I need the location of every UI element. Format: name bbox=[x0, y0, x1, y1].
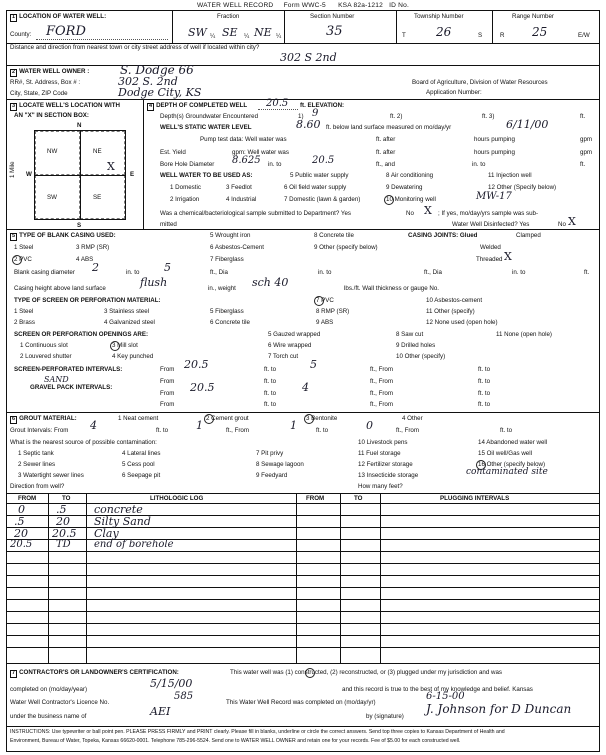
section-number-value[interactable]: 35 bbox=[326, 24, 343, 39]
screen-12[interactable]: 12 None used (open hole) bbox=[426, 319, 498, 326]
casing-1[interactable]: 1 Steel bbox=[14, 244, 34, 251]
chem-no-mark: X bbox=[424, 204, 432, 217]
use-7[interactable]: 7 Domestic (lawn & garden) bbox=[284, 196, 361, 203]
grout-ft-to-3: ft. to bbox=[500, 427, 513, 434]
blank-in-to: in. to bbox=[126, 269, 140, 276]
section-cell-ne[interactable] bbox=[80, 131, 125, 175]
threaded-mark: X bbox=[504, 250, 512, 263]
gw-end: ft. bbox=[580, 161, 586, 168]
in-weight-label: in., weight bbox=[208, 285, 236, 292]
screen-material-title: TYPE OF SCREEN OR PERFORATION MATERIAL: bbox=[14, 297, 161, 304]
blank-dia-label: Blank casing diameter bbox=[14, 269, 75, 276]
section-6-title: 6 GROUT MATERIAL: bbox=[12, 415, 77, 422]
chem-mitted: mitted bbox=[160, 221, 177, 228]
static-date[interactable]: 6/11/00 bbox=[506, 118, 549, 131]
source-15[interactable]: 15 Oil well/Gas well bbox=[478, 450, 532, 457]
sp-from-label: From bbox=[160, 366, 175, 373]
elevation-label: ft. ELEVATION: bbox=[300, 102, 345, 109]
hours-pumping: hours pumping bbox=[474, 136, 515, 143]
gp-from-label: From bbox=[160, 390, 175, 397]
range-ew: E/W bbox=[578, 32, 590, 39]
casing-7[interactable]: 7 Fiberglass bbox=[210, 256, 244, 263]
opening-1[interactable]: 1 Continuous slot bbox=[20, 342, 68, 349]
screen-from-value[interactable]: 20.5 bbox=[184, 358, 209, 371]
grout-3-circle bbox=[304, 414, 314, 424]
bore-to-value[interactable]: 20.5 bbox=[312, 155, 335, 166]
gp-ft-from: ft., From bbox=[370, 390, 394, 397]
opening-10[interactable]: 10 Other (specify) bbox=[396, 353, 446, 360]
log-row-4-to[interactable]: TD bbox=[56, 539, 71, 550]
screen-10[interactable]: 10 Asbestos-cement bbox=[426, 297, 483, 304]
height-label: Casing height above land surface bbox=[14, 285, 106, 292]
use-10-circle bbox=[384, 195, 394, 205]
use-8[interactable]: 8 Air conditioning bbox=[386, 172, 434, 179]
screen-7[interactable]: 7 PVC bbox=[316, 297, 334, 304]
license-label: Water Well Contractor's Licence No. bbox=[10, 699, 110, 706]
form-header bbox=[0, 2, 606, 9]
gw-2-label: ft. 2) bbox=[390, 113, 403, 120]
county-value[interactable]: FORD bbox=[46, 24, 86, 39]
gravel-to-value[interactable]: 4 bbox=[302, 381, 309, 394]
sp-ft-from: ft., From bbox=[370, 366, 394, 373]
blank-in-to-3: in. to bbox=[512, 269, 526, 276]
pump-test-label: Pump test data: Well water was bbox=[200, 136, 287, 143]
gw-3-label: ft. 3) bbox=[482, 113, 495, 120]
use-3[interactable]: 3 Feedlot bbox=[226, 184, 252, 191]
screen-1[interactable]: 1 Steel bbox=[14, 308, 34, 315]
disinfect-no[interactable]: No bbox=[558, 221, 566, 228]
groundwater-1-value[interactable]: 9 bbox=[312, 108, 319, 119]
label-nw: NW bbox=[47, 148, 58, 155]
opening-5[interactable]: 5 Gauzed wrapped bbox=[268, 331, 321, 338]
use-10[interactable]: 10 Monitoring well bbox=[386, 196, 436, 203]
log-row-1-from[interactable]: 0 bbox=[18, 503, 25, 516]
source-5[interactable]: 5 Cess pool bbox=[122, 461, 155, 468]
divider bbox=[284, 11, 285, 43]
business-label: under the business name of bbox=[10, 713, 87, 720]
grout-2-circle bbox=[204, 414, 214, 424]
disinfect-label: Water Well Disinfected? Yes bbox=[452, 221, 530, 228]
rule bbox=[6, 65, 600, 66]
use-11[interactable]: 11 Injection well bbox=[488, 172, 532, 179]
fraction-label: Fraction bbox=[217, 13, 240, 20]
fraction-1[interactable]: SW bbox=[188, 26, 207, 39]
ft-after: ft. after bbox=[376, 149, 396, 156]
depth-value[interactable]: 20.5 bbox=[266, 98, 289, 109]
quarter-mark: ¼ bbox=[210, 33, 216, 40]
screen-7-circle bbox=[314, 296, 324, 306]
location-x-mark: X bbox=[107, 160, 115, 173]
screen-11[interactable]: 11 Other (specify) bbox=[426, 308, 475, 315]
section-4-title: 4 DEPTH OF COMPLETED WELL bbox=[149, 102, 248, 109]
log-header-lithologic: LITHOLOGIC LOG bbox=[150, 495, 204, 502]
bore-in-to: in. to bbox=[268, 161, 282, 168]
completed-label: completed on (mo/day/year) bbox=[10, 686, 88, 693]
opening-3[interactable]: 3 Mill slot bbox=[112, 342, 138, 349]
screen-9[interactable]: 9 ABS bbox=[316, 319, 334, 326]
compass-s: S bbox=[77, 222, 82, 229]
gp-from-label-2: From bbox=[160, 401, 175, 408]
source-1[interactable]: 1 Septic tank bbox=[18, 450, 54, 457]
fraction-3[interactable]: NE bbox=[254, 26, 272, 39]
log-row-3-from[interactable]: 20 bbox=[14, 527, 28, 540]
form-number: Form WWC-5 bbox=[283, 2, 326, 9]
direction-label: Direction from well? bbox=[10, 483, 65, 490]
application-label: Application Number: bbox=[426, 89, 482, 96]
use-other-value[interactable]: MW-17 bbox=[476, 191, 512, 202]
distance-value[interactable]: 302 S 2nd bbox=[280, 51, 337, 64]
casing-2-circle bbox=[12, 255, 22, 265]
blank-ft-dia-2: ft., Dia bbox=[424, 269, 442, 276]
use-9[interactable]: 9 Dewatering bbox=[386, 184, 423, 191]
gravel-intervals-label: GRAVEL PACK INTERVALS: bbox=[30, 384, 113, 391]
screen-2[interactable]: 2 Brass bbox=[14, 319, 35, 326]
divider bbox=[86, 493, 87, 663]
sp-from-label-2: From bbox=[160, 378, 175, 385]
log-header-from: FROM bbox=[18, 495, 37, 502]
quarter-mark: ¼ bbox=[276, 33, 282, 40]
static-label: WELL'S STATIC WATER LEVEL bbox=[160, 124, 252, 131]
gpm-label: gpm bbox=[580, 149, 593, 156]
blank-in-to-2: in. to bbox=[318, 269, 332, 276]
fraction-2[interactable]: SE bbox=[222, 26, 238, 39]
screen-8[interactable]: 8 RMP (SR) bbox=[316, 308, 350, 315]
sp-ft-to-4: ft. to bbox=[264, 378, 277, 385]
log-header-plugging: PLUGGING INTERVALS bbox=[440, 495, 510, 502]
opening-4[interactable]: 4 Key punched bbox=[112, 353, 154, 360]
compass-n: N bbox=[77, 122, 82, 129]
by-signature-label: by (signature) bbox=[366, 713, 404, 720]
log-row-1-desc[interactable]: concrete bbox=[94, 503, 143, 516]
section-cell-nw[interactable] bbox=[35, 131, 80, 175]
cert-line-2: and this record is true to the best of my knowledge and belief. Kansas bbox=[342, 686, 533, 693]
owner-name[interactable]: S. Dodge 66 bbox=[120, 63, 194, 77]
use-4[interactable]: 4 Industrial bbox=[226, 196, 257, 203]
township-t: T bbox=[402, 32, 406, 39]
section-center-line bbox=[35, 175, 125, 176]
clamped-label[interactable]: Clamped bbox=[516, 232, 541, 239]
log-header-plug-from: FROM bbox=[306, 495, 325, 502]
section-2-title: 2 WATER WELL OWNER : bbox=[12, 68, 90, 75]
source-16[interactable]: 16 Other (specify below) bbox=[478, 461, 546, 468]
grout-from-value[interactable]: 4 bbox=[90, 419, 97, 432]
range-value[interactable]: 25 bbox=[532, 25, 548, 39]
table-rule bbox=[6, 635, 600, 636]
source-8[interactable]: 8 Sewage lagoon bbox=[256, 461, 304, 468]
rule bbox=[6, 412, 600, 413]
rule bbox=[6, 726, 600, 727]
distance-label: Distance and direction from nearest town or city street address of well if located within city? bbox=[10, 44, 260, 51]
gp-ft-to: ft. to bbox=[264, 390, 277, 397]
sp-ft-to-3: ft. to bbox=[478, 378, 491, 385]
grout-to-2-value[interactable]: 0 bbox=[366, 419, 373, 432]
screen-6[interactable]: 6 Concrete tile bbox=[210, 319, 250, 326]
gravel-hw: SAND bbox=[44, 375, 69, 384]
casing-8[interactable]: 8 Concrete tile bbox=[314, 232, 354, 239]
section-5-title: 5 TYPE OF BLANK CASING USED: bbox=[12, 232, 116, 239]
static-tail: ft. below land surface measured on mo/day/yr bbox=[326, 124, 452, 131]
log-row-2-from[interactable]: .5 bbox=[14, 515, 25, 528]
mile-label: 1 Mile bbox=[9, 161, 16, 178]
section-7-title: 7 CONTRACTOR'S OR LANDOWNER'S CERTIFICATION: bbox=[12, 669, 179, 676]
gpm-well-label: gpm: Well water was bbox=[232, 149, 289, 156]
owner-address[interactable]: 302 S. 2nd bbox=[118, 75, 178, 88]
grout-3[interactable]: 3 Bentonite bbox=[306, 415, 338, 422]
record-label: This Water Well Record was completed on (mo/day/yr) bbox=[226, 699, 376, 706]
source-10[interactable]: 10 Livestock pens bbox=[358, 439, 408, 446]
opening-2[interactable]: 2 Louvered shutter bbox=[20, 353, 72, 360]
label-sw: SW bbox=[47, 194, 57, 201]
divider bbox=[296, 493, 297, 663]
grout-ft-to-2: ft. to bbox=[316, 427, 329, 434]
openings-title: SCREEN OR PERFORATION OPENINGS ARE: bbox=[14, 331, 149, 338]
compass-w: W bbox=[26, 171, 32, 178]
rule bbox=[6, 663, 600, 664]
license-value[interactable]: 585 bbox=[174, 691, 194, 702]
gp-ft-from-2: ft., From bbox=[370, 401, 394, 408]
weight-value[interactable]: sch 40 bbox=[252, 276, 289, 289]
county-line bbox=[36, 39, 168, 40]
hours-pumping: hours pumping bbox=[474, 149, 515, 156]
board-label: Board of Agriculture, Division of Water Resources bbox=[412, 79, 548, 86]
grout-2[interactable]: 2 Cement grout bbox=[206, 415, 249, 422]
casing-joints-label: CASING JOINTS: Glued bbox=[408, 232, 478, 239]
table-rule bbox=[6, 575, 600, 576]
source-13[interactable]: 13 Insecticide storage bbox=[358, 472, 419, 479]
grout-4[interactable]: 4 Other bbox=[402, 415, 423, 422]
divider bbox=[396, 11, 397, 43]
instructions-line-2: Environment, Bureau of Water, Topeka, Kansas 66620-0001. Telephone 785-296-5524. Send one to WATER WELL OWNER and retain one for your records. Fee of $5.00 for each constructed well. bbox=[10, 738, 461, 744]
bore-in-to-2: in. to bbox=[472, 161, 486, 168]
grout-intervals-label: Grout Intervals: From bbox=[10, 427, 69, 434]
casing-3[interactable]: 3 RMP (SR) bbox=[76, 244, 110, 251]
source-3[interactable]: 3 Watertight sewer lines bbox=[18, 472, 84, 479]
divider bbox=[492, 11, 493, 43]
ft-after: ft. after bbox=[376, 136, 396, 143]
chem-tail: ; If yes, mo/day/yrs sample was sub- bbox=[438, 210, 539, 217]
table-rule bbox=[6, 611, 600, 612]
sp-ft-to: ft. to bbox=[264, 366, 277, 373]
gp-ft-to-2: ft. to bbox=[478, 390, 491, 397]
log-row-4-from[interactable]: 20.5 bbox=[10, 539, 33, 550]
opening-9[interactable]: 9 Drilled holes bbox=[396, 342, 436, 349]
depth-line bbox=[258, 109, 298, 110]
opening-8[interactable]: 8 Saw cut bbox=[396, 331, 424, 338]
source-7[interactable]: 7 Pit privy bbox=[256, 450, 284, 457]
section-1-title: 1 LOCATION OF WATER WELL: bbox=[12, 13, 107, 20]
range-number-label: Range Number bbox=[512, 13, 554, 20]
gw-1-label: 1) bbox=[298, 113, 304, 120]
township-s: S bbox=[478, 32, 483, 39]
source-9[interactable]: 9 Feedyard bbox=[256, 472, 288, 479]
source-6[interactable]: 6 Seepage pit bbox=[122, 472, 161, 479]
county-label: County: bbox=[10, 31, 32, 38]
business-value[interactable]: AEI bbox=[150, 705, 171, 718]
section-3-title: 3 LOCATE WELL'S LOCATION WITH bbox=[12, 102, 120, 109]
owner-city[interactable]: Dodge City, KS bbox=[118, 86, 202, 99]
id-label: ID No. bbox=[389, 2, 410, 9]
yield-label: Est. Yield bbox=[160, 149, 186, 156]
completed-value[interactable]: 5/15/00 bbox=[150, 677, 193, 690]
source-12[interactable]: 12 Fertilizer storage bbox=[358, 461, 413, 468]
source-2[interactable]: 2 Sewer lines bbox=[18, 461, 56, 468]
log-row-3-to[interactable]: 20.5 bbox=[52, 527, 77, 540]
log-header-to: TO bbox=[62, 495, 71, 502]
bore-label: Bore Hole Diameter bbox=[160, 161, 215, 168]
grout-1[interactable]: 1 Neat cement bbox=[118, 415, 159, 422]
label-ne: NE bbox=[93, 148, 102, 155]
gravel-from-value[interactable]: 20.5 bbox=[190, 381, 215, 394]
use-6[interactable]: 6 Oil field water supply bbox=[284, 184, 347, 191]
divider bbox=[143, 99, 144, 229]
log-header-plug-to: TO bbox=[354, 495, 363, 502]
constructed-circle bbox=[305, 668, 315, 678]
grout-ft-from-2: ft., From bbox=[396, 427, 420, 434]
grout-ft-from: ft., From bbox=[226, 427, 250, 434]
divider bbox=[380, 493, 381, 663]
x-label: AN "X" IN SECTION BOX: bbox=[14, 112, 89, 119]
log-row-2-to[interactable]: 20 bbox=[56, 515, 70, 528]
use-12[interactable]: 12 Other (Specify below) bbox=[488, 184, 557, 191]
height-value[interactable]: flush bbox=[140, 276, 168, 289]
use-1[interactable]: 1 Domestic bbox=[170, 184, 201, 191]
use-5[interactable]: 5 Public water supply bbox=[290, 172, 349, 179]
rule bbox=[6, 493, 600, 494]
township-number-label: Township Number bbox=[414, 13, 464, 20]
source-other-value[interactable]: contaminated site bbox=[466, 467, 548, 477]
use-label: WELL WATER TO BE USED AS: bbox=[160, 172, 253, 179]
opening-11[interactable]: 11 None (open hole) bbox=[496, 331, 552, 338]
township-value[interactable]: 26 bbox=[436, 25, 452, 39]
record-date-value[interactable]: 6-15-00 bbox=[426, 691, 465, 702]
gp-ft-to-3: ft. to bbox=[264, 401, 277, 408]
source-4[interactable]: 4 Lateral lines bbox=[122, 450, 161, 457]
blank-to-value[interactable]: 5 bbox=[164, 261, 171, 274]
grout-to-value[interactable]: 1 bbox=[196, 419, 203, 432]
static-value[interactable]: 8.60 bbox=[296, 118, 321, 131]
instructions-line-1: INSTRUCTIONS: Use typewriter or ball point pen. PLEASE PRESS FIRMLY and PRINT clearly. Please fill in blanks, underline or circle the correct answers. Send top three copies to Kansas Department of Health and bbox=[10, 729, 505, 735]
casing-4[interactable]: 4 ABS bbox=[76, 256, 94, 263]
opening-7[interactable]: 7 Torch cut bbox=[268, 353, 299, 360]
screen-4[interactable]: 4 Galvanized steel bbox=[104, 319, 155, 326]
table-rule bbox=[6, 587, 600, 588]
screen-5[interactable]: 5 Fiberglass bbox=[210, 308, 244, 315]
casing-9[interactable]: 9 Other (specify below) bbox=[314, 244, 378, 251]
gw-end: ft. bbox=[580, 113, 586, 120]
casing-5[interactable]: 5 Wrought iron bbox=[210, 232, 251, 239]
opening-3-circle bbox=[110, 341, 120, 351]
how-many-label: How many feet? bbox=[358, 483, 403, 490]
welded-label[interactable]: Welded bbox=[480, 244, 501, 251]
use-2[interactable]: 2 Irrigation bbox=[170, 196, 200, 203]
log-row-4-desc[interactable]: end of borehole bbox=[94, 539, 174, 550]
address-label: RR#, St. Address, Box # : bbox=[10, 79, 81, 86]
chem-label: Was a chemical/bacteriological sample submitted to Department? Yes bbox=[160, 210, 351, 217]
groundwater-label: Depth(s) Groundwater Encountered bbox=[160, 113, 259, 120]
bore-value[interactable]: 8.625 bbox=[232, 155, 261, 166]
gp-ft-to-4: ft. to bbox=[478, 401, 491, 408]
divider bbox=[48, 493, 49, 663]
opening-6[interactable]: 6 Wire wrapped bbox=[268, 342, 312, 349]
casing-6[interactable]: 6 Asbestos-Cement bbox=[210, 244, 264, 251]
ft-and: ft., and bbox=[376, 161, 395, 168]
chem-no[interactable]: No bbox=[406, 210, 414, 217]
table-rule bbox=[6, 563, 600, 564]
sp-ft-from-2: ft., From bbox=[370, 378, 394, 385]
blank-ft: ft. bbox=[584, 269, 590, 276]
table-rule bbox=[6, 551, 600, 552]
casing-2[interactable]: 2 PVC bbox=[14, 256, 32, 263]
rule bbox=[6, 99, 600, 100]
section-cell-se[interactable] bbox=[80, 175, 125, 219]
lbs-label: lbs./ft. Wall thickness or gauge No. bbox=[344, 285, 440, 292]
source-14[interactable]: 14 Abandoned water well bbox=[478, 439, 548, 446]
quarter-mark: ¼ bbox=[244, 33, 250, 40]
grout-from-2-value[interactable]: 1 bbox=[290, 419, 297, 432]
screen-intervals-label: SCREEN-PERFORATED INTERVALS: bbox=[14, 366, 123, 373]
divider bbox=[340, 493, 341, 663]
sp-ft-to-2: ft. to bbox=[478, 366, 491, 373]
source-label: What is the nearest source of possible contamination: bbox=[10, 439, 157, 446]
gpm-label: gpm bbox=[580, 136, 593, 143]
log-row-1-to[interactable]: .5 bbox=[56, 503, 67, 516]
blank-ft-dia: ft., Dia bbox=[210, 269, 228, 276]
disinfect-no-mark: X bbox=[568, 215, 576, 228]
table-rule bbox=[6, 599, 600, 600]
form-title: WATER WELL RECORD bbox=[196, 2, 274, 9]
city-label: City, State, ZIP Code bbox=[10, 90, 68, 97]
section-box[interactable] bbox=[34, 130, 126, 220]
label-se: SE bbox=[93, 194, 102, 201]
screen-3[interactable]: 3 Stainless steel bbox=[104, 308, 150, 315]
table-rule bbox=[6, 623, 600, 624]
log-row-2-desc[interactable]: Silty Sand bbox=[94, 515, 151, 528]
threaded-label[interactable]: Threaded bbox=[476, 256, 503, 263]
source-11[interactable]: 11 Fuel storage bbox=[358, 450, 401, 457]
divider bbox=[172, 11, 173, 43]
section-number-label: Section Number bbox=[310, 13, 355, 20]
cert-line-1: This water well was (1) constructed, (2) reconstructed, or (3) plugged under my jurisdiction and was bbox=[230, 669, 503, 676]
grout-ft-to: ft. to bbox=[156, 427, 169, 434]
table-rule bbox=[6, 647, 600, 648]
section-cell-sw[interactable] bbox=[35, 175, 80, 219]
log-row-3-desc[interactable]: Clay bbox=[94, 527, 119, 540]
compass-e: E bbox=[130, 171, 135, 178]
range-r: R bbox=[500, 32, 505, 39]
screen-to-value[interactable]: 5 bbox=[310, 358, 317, 371]
signature[interactable]: J. Johnson for D Duncan bbox=[426, 702, 572, 716]
ksa-number: KSA 82a-1212 bbox=[338, 2, 384, 9]
blank-dia-value[interactable]: 2 bbox=[92, 261, 99, 274]
rule bbox=[6, 229, 600, 230]
